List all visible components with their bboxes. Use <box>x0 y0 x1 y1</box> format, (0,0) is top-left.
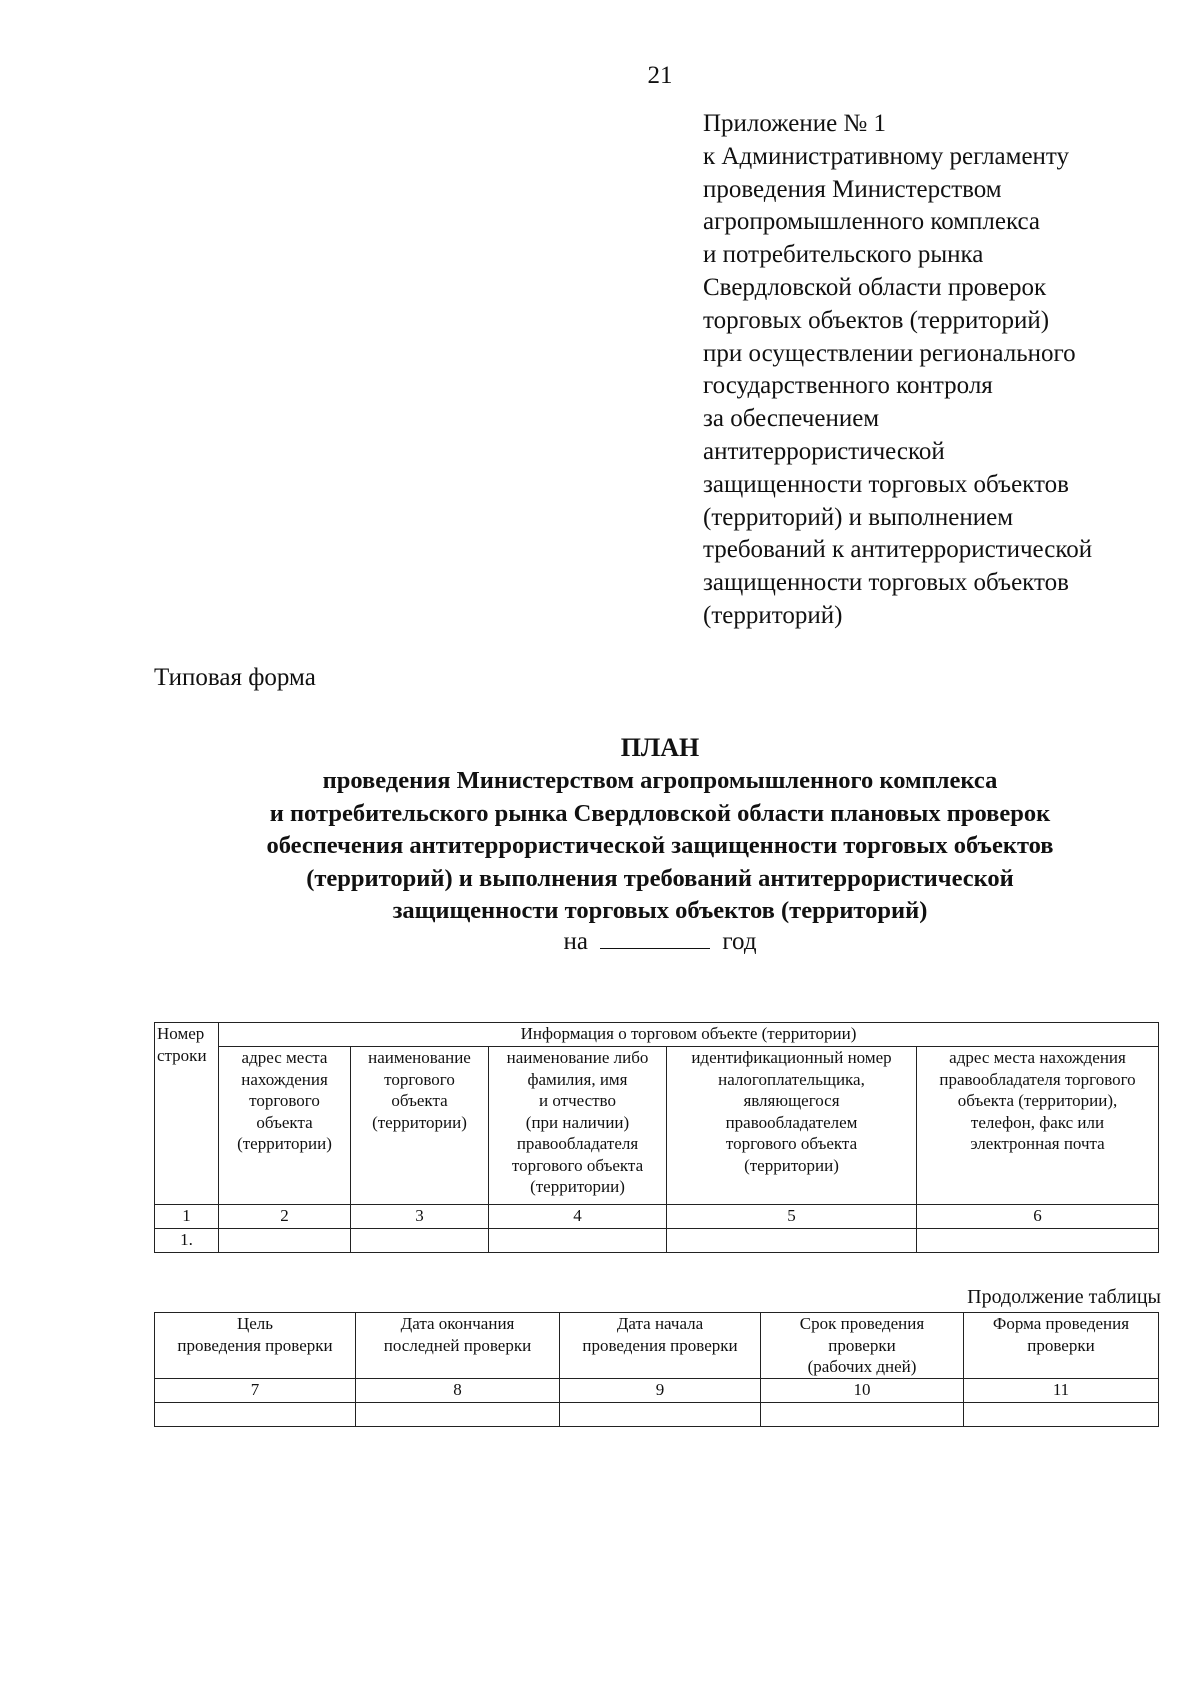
row-label: 1. <box>155 1229 219 1253</box>
column-number: 3 <box>351 1205 489 1229</box>
year-line <box>0 928 1200 956</box>
header-check-form: Форма проведения проверки <box>964 1313 1159 1379</box>
header-duration: Срок проведения проверки (рабочих дней) <box>761 1313 964 1379</box>
plan-table <box>154 1022 1159 1253</box>
year-prefix: на <box>563 928 588 955</box>
table-cell <box>351 1229 489 1253</box>
table-cell <box>917 1229 1159 1253</box>
header-purpose: Цель проведения проверки <box>155 1313 356 1379</box>
header-object-name: наименование торгового объекта (территории) <box>351 1047 489 1205</box>
appendix-line: требований к антитеррористической <box>703 536 1093 564</box>
header-row-number: Номер строки <box>155 1023 219 1205</box>
appendix-line: антитеррористической <box>703 437 945 465</box>
table-cell <box>964 1402 1159 1426</box>
appendix-line: Приложение № 1 <box>703 110 887 137</box>
appendix-line: агропромышленного комплекса <box>703 208 1041 236</box>
plan-subtitle-line: (территорий) и выполнения требований антитеррористической <box>306 864 1014 892</box>
appendix-line: к Административному регламенту <box>703 142 1070 170</box>
table-cell <box>356 1402 560 1426</box>
plan-subtitle-line: и потребительского рынка Свердловской области плановых проверок <box>269 799 1051 827</box>
appendix-block <box>703 108 1173 633</box>
table-cell <box>761 1402 964 1426</box>
appendix-line: проведения Министерством <box>703 175 1002 203</box>
column-number: 4 <box>489 1205 667 1229</box>
continuation-table <box>154 1312 1159 1427</box>
appendix-line: (территорий) и выполнением <box>703 503 1014 531</box>
column-number: 11 <box>964 1378 1159 1402</box>
column-number: 9 <box>560 1378 761 1402</box>
table-cell <box>560 1402 761 1426</box>
page-number: 21 <box>647 62 673 89</box>
column-number: 7 <box>155 1378 356 1402</box>
column-number: 5 <box>667 1205 917 1229</box>
column-number: 2 <box>219 1205 351 1229</box>
table-cell <box>219 1229 351 1253</box>
appendix-line: и потребительского рынка <box>703 241 984 269</box>
form-type-label: Типовая форма <box>154 664 316 691</box>
appendix-line: при осуществлении регионального <box>703 339 1076 367</box>
appendix-line: защищенности торговых объектов <box>703 569 1069 597</box>
header-last-check-date: Дата окончания последней проверки <box>356 1313 560 1379</box>
appendix-line: (территорий) <box>703 601 843 629</box>
header-start-date: Дата начала проведения проверки <box>560 1313 761 1379</box>
plan-subtitle <box>0 765 1200 928</box>
plan-subtitle-line: обеспечения антитеррористической защищенности торговых объектов <box>266 832 1054 859</box>
column-number: 6 <box>917 1205 1159 1229</box>
header-owner-contacts: адрес места нахождения правообладателя торгового объекта (территории), телефон, факс или электронная почта <box>917 1047 1159 1205</box>
table-cell <box>489 1229 667 1253</box>
header-object-address: адрес места нахождения торгового объекта (территории) <box>219 1047 351 1205</box>
appendix-line: Свердловской области проверок <box>703 273 1047 301</box>
column-number: 1 <box>155 1205 219 1229</box>
plan-subtitle-line: защищенности торговых объектов (территорий) <box>392 897 928 924</box>
header-owner-inn: идентификационный номер налогоплательщика, являющегося правообладателем торгового объекта (территории) <box>667 1047 917 1205</box>
appendix-line: защищенности торговых объектов <box>703 470 1069 498</box>
table-cell <box>155 1402 356 1426</box>
plan-subtitle-line: проведения Министерством агропромышленного комплекса <box>322 767 998 794</box>
column-number: 10 <box>761 1378 964 1402</box>
table-cell <box>667 1229 917 1253</box>
appendix-line: торговых объектов (территорий) <box>703 306 1050 334</box>
header-owner-name: наименование либо фамилия, имя и отчество (при наличии) правообладателя торгового объекта (территории) <box>489 1047 667 1205</box>
year-suffix: год <box>722 928 757 955</box>
plan-title: ПЛАН <box>620 733 700 762</box>
header-object-info: Информация о торговом объекте (территории) <box>219 1023 1159 1047</box>
column-number: 8 <box>356 1378 560 1402</box>
appendix-line: за обеспечением <box>703 405 880 433</box>
year-blank-field <box>600 928 710 949</box>
continuation-label: Продолжение таблицы <box>967 1286 1161 1308</box>
appendix-line: государственного контроля <box>703 372 993 400</box>
